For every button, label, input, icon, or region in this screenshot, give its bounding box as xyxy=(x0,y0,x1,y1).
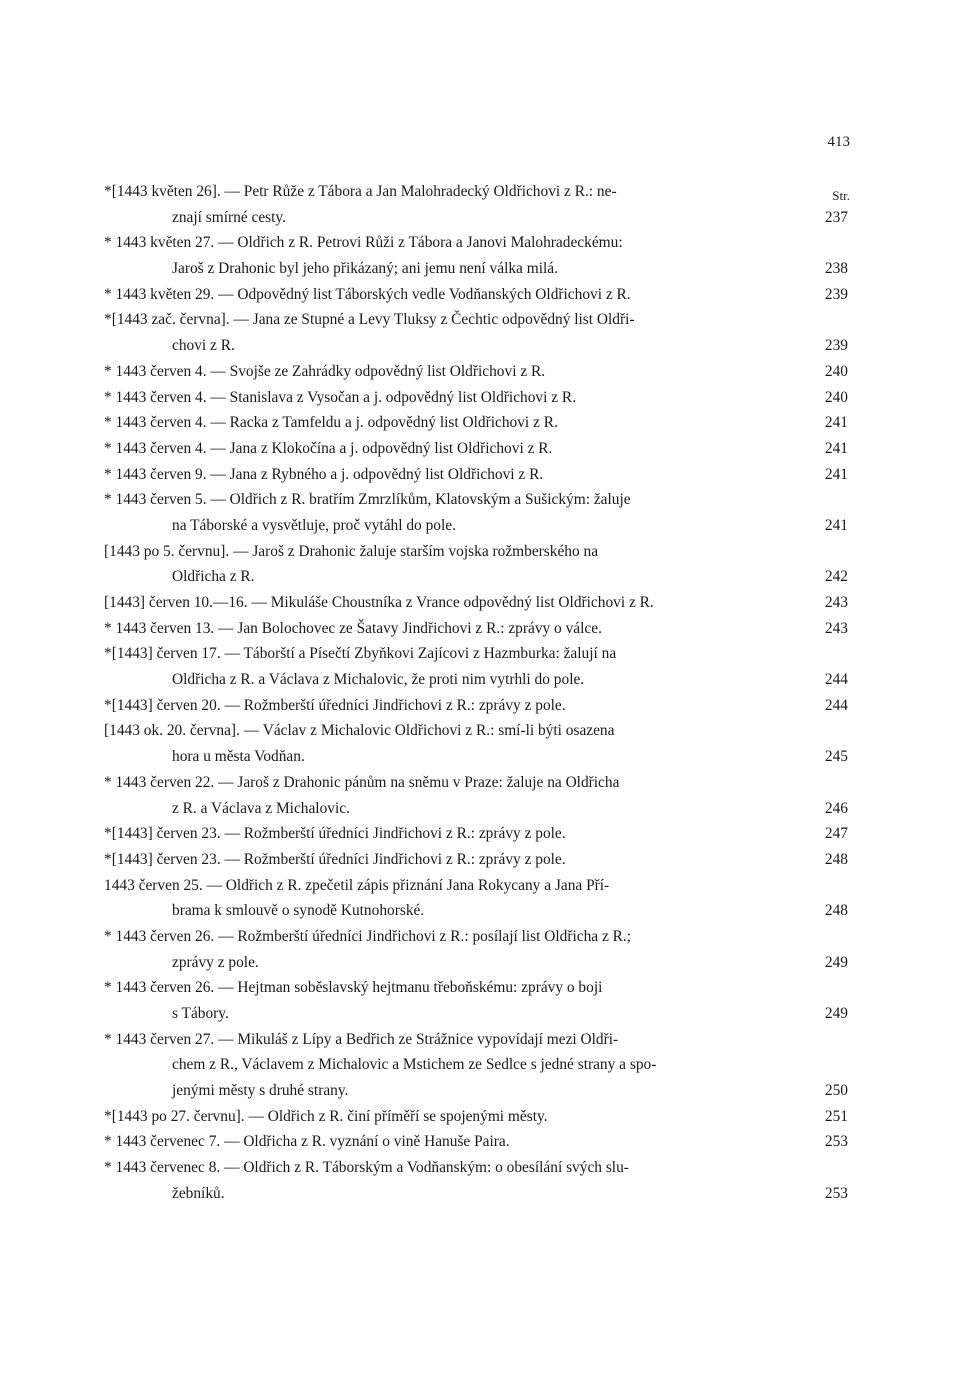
toc-entry-text: *[1443] červen 23. — Rožmberští úředníci Jindřichovi z R.: zprávy z pole. xyxy=(104,850,566,868)
toc-entry-page-number: 248 xyxy=(824,850,848,868)
toc-entry-line xyxy=(0,179,960,205)
toc-entry-continuation xyxy=(0,205,960,231)
toc-entry xyxy=(0,385,960,411)
toc-entry-line xyxy=(0,436,960,462)
toc-entry-text: *[1443] červen 17. — Táborští a Písečtí Zbyňkovi Zajícovi z Hazmburka: žalují na xyxy=(104,645,617,663)
table-of-contents xyxy=(0,179,960,1207)
toc-entry-text: * 1443 červen 9. — Jana z Rybného a j. odpovědný list Oldřichovi z R. xyxy=(104,465,544,483)
toc-entry-text: * 1443 červenec 7. — Oldřicha z R. vyznání o vině Hanuše Paira. xyxy=(104,1133,510,1151)
toc-entry-text: * 1443 červen 26. — Rožmberští úředníci Jindřichovi z R.: posílají list Oldřicha z R.; xyxy=(104,927,632,945)
toc-entry-continuation xyxy=(0,333,960,359)
toc-entry xyxy=(0,1155,960,1206)
toc-entry-text: *[1443 zač. června]. — Jana ze Stupné a Levy Tluksy z Čechtic odpovědný list Oldři- xyxy=(104,311,635,329)
toc-entry-continuation xyxy=(0,796,960,822)
toc-entry-page-number: 241 xyxy=(824,439,848,457)
toc-entry-text: *[1443 po 27. červnu]. — Oldřich z R. činí příměří se spojenými městy. xyxy=(104,1107,548,1125)
page-number: 413 xyxy=(827,134,850,150)
toc-entry-continuation xyxy=(0,744,960,770)
toc-entry-continuation xyxy=(0,667,960,693)
toc-entry-continuation xyxy=(0,1001,960,1027)
toc-entry-continuation xyxy=(0,1052,960,1078)
toc-entry-text: brama k smlouvě o synodě Kutnohorské. xyxy=(172,902,425,920)
toc-entry xyxy=(0,873,960,924)
toc-entry xyxy=(0,230,960,281)
toc-entry-page-number: 238 xyxy=(824,260,848,278)
toc-entry xyxy=(0,975,960,1026)
toc-entry xyxy=(0,462,960,488)
toc-entry-line xyxy=(0,718,960,744)
page-column-label: Str. xyxy=(832,188,850,203)
toc-entry xyxy=(0,590,960,616)
toc-entry xyxy=(0,1129,960,1155)
toc-entry xyxy=(0,1104,960,1130)
toc-entry xyxy=(0,436,960,462)
toc-entry-line xyxy=(0,847,960,873)
toc-entry-page-number: 251 xyxy=(824,1107,848,1125)
toc-entry-page-number: 240 xyxy=(824,388,848,406)
toc-entry-text: *[1443] červen 23. — Rožmberští úředníci Jindřichovi z R.: zprávy z pole. xyxy=(104,825,566,843)
toc-entry-text: [1443 po 5. červnu]. — Jaroš z Drahonic žaluje starším vojska rožmberského na xyxy=(104,542,599,560)
toc-entry-line xyxy=(0,1104,960,1130)
toc-entry-page-number: 241 xyxy=(824,414,848,432)
toc-entry-text: [1443 ok. 20. června]. — Václav z Michalovic Oldřichovi z R.: smí-li býti osazena xyxy=(104,722,615,740)
toc-entry-page-number: 245 xyxy=(824,748,848,766)
toc-entry xyxy=(0,616,960,642)
toc-entry-text: * 1443 červen 4. — Jana z Klokočína a j. odpovědný list Oldřichovi z R. xyxy=(104,439,553,457)
toc-entry-text: jenými městy s druhé strany. xyxy=(172,1082,349,1100)
toc-entry-text: * 1443 červenec 8. — Oldřich z R. Táborským a Vodňanským: o obesílání svých slu- xyxy=(104,1159,629,1177)
toc-entry-text: *[1443] červen 20. — Rožmberští úředníci Jindřichovi z R.: zprávy z pole. xyxy=(104,696,566,714)
toc-entry xyxy=(0,307,960,358)
toc-entry-line xyxy=(0,1155,960,1181)
toc-entry-page-number: 237 xyxy=(824,208,848,226)
toc-entry-page-number: 244 xyxy=(824,696,848,714)
toc-entry-page-number: 248 xyxy=(824,902,848,920)
toc-entry-line xyxy=(0,924,960,950)
toc-entry-page-number: 249 xyxy=(824,953,848,971)
toc-entry xyxy=(0,359,960,385)
toc-entry-text: [1443] červen 10.—16. — Mikuláše Choustníka z Vrance odpovědný list Oldřichovi z R. xyxy=(104,594,654,611)
toc-entry-text: * 1443 červen 4. — Racka z Tamfeldu a j. odpovědný list Oldřichovi z R. xyxy=(104,414,558,432)
toc-entry-text: Oldřicha z R. xyxy=(172,568,255,586)
toc-entry xyxy=(0,487,960,538)
toc-entry-line xyxy=(0,590,960,616)
toc-entry xyxy=(0,282,960,308)
toc-entry-text: * 1443 květen 29. — Odpovědný list Táborských vedle Vodňanských Oldřichovi z R. xyxy=(104,285,631,303)
toc-entry-text: * 1443 květen 27. — Oldřich z R. Petrovi Růži z Tábora a Janovi Malohradeckému: xyxy=(104,234,623,252)
toc-entry-page-number: 244 xyxy=(824,671,848,689)
toc-entry xyxy=(0,693,960,719)
toc-entry-line xyxy=(0,385,960,411)
toc-entry-text: Jaroš z Drahonic byl jeho přikázaný; ani jemu není válka milá. xyxy=(172,260,558,278)
toc-entry-page-number: 253 xyxy=(824,1133,848,1151)
toc-entry-text: chovi z R. xyxy=(172,337,235,355)
toc-entry-text: * 1443 červen 27. — Mikuláš z Lípy a Bedřich ze Strážnice vypovídají mezi Oldři- xyxy=(104,1030,619,1048)
toc-entry-text: žebníků. xyxy=(172,1184,225,1202)
toc-entry-text: hora u města Vodňan. xyxy=(172,748,305,766)
toc-entry-continuation xyxy=(0,950,960,976)
toc-entry xyxy=(0,847,960,873)
toc-entry-line xyxy=(0,641,960,667)
toc-entry-text: * 1443 červen 5. — Oldřich z R. bratřím Zmrzlíkům, Klatovským a Sušickým: žaluje xyxy=(104,491,631,509)
toc-entry-line xyxy=(0,282,960,308)
toc-entry xyxy=(0,821,960,847)
toc-entry-line xyxy=(0,487,960,513)
toc-entry-continuation xyxy=(0,898,960,924)
toc-entry-text: 1443 červen 25. — Oldřich z R. zpečetil zápis přiznání Jana Rokycany a Jana Pří- xyxy=(104,876,610,894)
toc-entry xyxy=(0,718,960,769)
toc-entry-line xyxy=(0,821,960,847)
toc-entry-text: * 1443 červen 4. — Stanislava z Vysočan a j. odpovědný list Oldřichovi z R. xyxy=(104,388,577,406)
toc-entry-page-number: 239 xyxy=(824,285,848,303)
toc-entry-line xyxy=(0,230,960,256)
toc-entry-text: na Táborské a vysvětluje, proč vytáhl do pole. xyxy=(172,516,456,534)
toc-entry-continuation xyxy=(0,513,960,539)
toc-entry-line xyxy=(0,462,960,488)
toc-entry-line xyxy=(0,359,960,385)
toc-entry-line xyxy=(0,975,960,1001)
toc-entry-text: s Tábory. xyxy=(172,1005,229,1022)
toc-entry-page-number: 243 xyxy=(824,619,848,637)
toc-entry-text: * 1443 červen 26. — Hejtman soběslavský hejtmanu třeboňskému: zprávy o boji xyxy=(104,979,603,997)
toc-entry-page-number: 243 xyxy=(824,594,848,611)
toc-entry-text: *[1443 květen 26]. — Petr Růže z Tábora a Jan Malohradecký Oldřichovi z R.: ne- xyxy=(104,183,617,200)
toc-entry xyxy=(0,179,960,230)
toc-entry-text: * 1443 červen 13. — Jan Bolochovec ze Šatavy Jindřichovi z R.: zprávy o válce. xyxy=(104,619,602,637)
toc-entry xyxy=(0,641,960,692)
toc-entry-page-number: 239 xyxy=(824,337,848,355)
toc-entry xyxy=(0,1027,960,1104)
toc-entry-line xyxy=(0,539,960,565)
toc-entry-page-number: 249 xyxy=(824,1005,848,1022)
toc-entry-text: znají smírné cesty. xyxy=(172,208,286,226)
toc-entry-continuation xyxy=(0,1078,960,1104)
toc-entry-text: * 1443 červen 4. — Svojše ze Zahrádky odpovědný list Oldřichovi z R. xyxy=(104,362,546,380)
toc-entry-page-number: 250 xyxy=(824,1082,848,1100)
toc-entry-page-number: 253 xyxy=(824,1184,848,1202)
toc-entry-continuation xyxy=(0,564,960,590)
toc-entry-page-number: 246 xyxy=(824,799,848,817)
toc-entry-page-number: 240 xyxy=(824,362,848,380)
toc-entry-text: zprávy z pole. xyxy=(172,953,259,971)
toc-entry-line xyxy=(0,307,960,333)
toc-entry-text: chem z R., Václavem z Michalovic a Mstichem ze Sedlce s jedné strany a spo- xyxy=(172,1056,657,1074)
toc-entry-text: Oldřicha z R. a Václava z Michalovic, že proti nim vytrhli do pole. xyxy=(172,671,585,689)
toc-entry xyxy=(0,539,960,590)
toc-entry xyxy=(0,410,960,436)
toc-entry-page-number: 242 xyxy=(824,568,848,586)
toc-entry-line xyxy=(0,1129,960,1155)
toc-entry-line xyxy=(0,410,960,436)
toc-entry-line xyxy=(0,693,960,719)
toc-entry-line xyxy=(0,1027,960,1053)
toc-entry-line xyxy=(0,770,960,796)
toc-entry xyxy=(0,924,960,975)
toc-entry-line xyxy=(0,616,960,642)
toc-entry-page-number: 241 xyxy=(824,516,848,534)
toc-entry xyxy=(0,770,960,821)
toc-entry-continuation xyxy=(0,1181,960,1207)
toc-entry-text: * 1443 červen 22. — Jaroš z Drahonic pánům na sněmu v Praze: žaluje na Oldřicha xyxy=(104,773,620,791)
toc-entry-page-number: 241 xyxy=(824,465,848,483)
toc-entry-page-number: 247 xyxy=(824,825,848,843)
toc-entry-text: z R. a Václava z Michalovic. xyxy=(172,799,350,817)
toc-entry-continuation xyxy=(0,256,960,282)
toc-entry-line xyxy=(0,873,960,899)
